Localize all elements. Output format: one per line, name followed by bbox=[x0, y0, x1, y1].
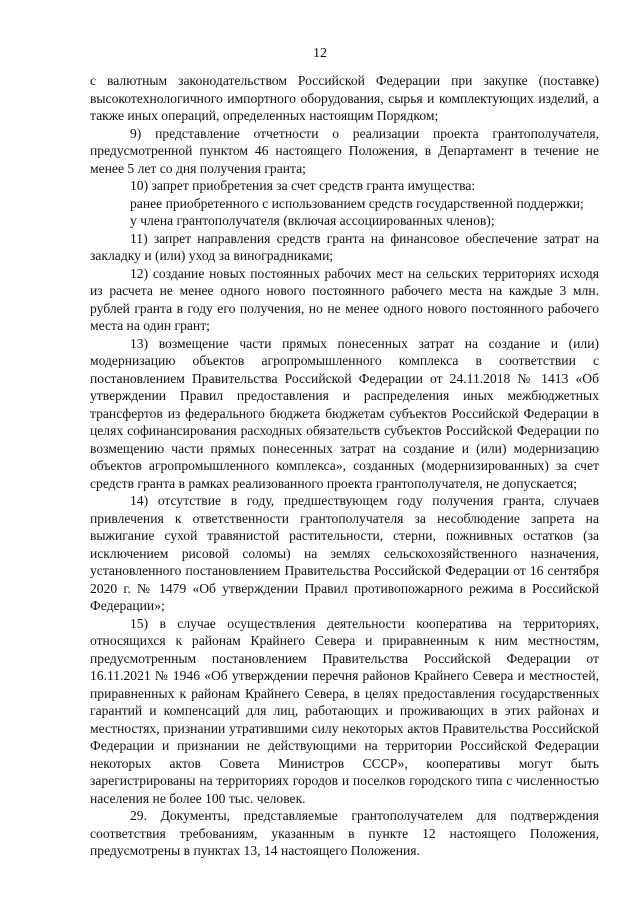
paragraph-item-10-sub-1: ранее приобретенного с использованием средств государственной поддержки; bbox=[130, 195, 584, 211]
paragraph-item-10: 10) запрет приобретения за счет средств гранта имущества: bbox=[130, 178, 476, 193]
paragraph-item-9: 9) представление отчетности о реализации проекта грантополучателя, предусмотренной пунктом 46 настоящего Положения, в Департамент в течение не менее 5 лет со дня получения гранта; bbox=[90, 125, 599, 176]
paragraph-section-29: 29. Документы, представляемые грантополучателем для подтверждения соответствия требованиям, указанным в пункте 12 настоящего Положения, предусмотрены в пунктах 13, 14 настоящего Положения. bbox=[90, 808, 599, 858]
paragraph-item-10-sub-2: у члена грантополучателя (включая ассоциированных членов); bbox=[130, 213, 495, 228]
paragraph-item-12: 12) создание новых постоянных рабочих мест на сельских территориях исходя из расчета не менее одного нового постоянного рабочего места на каждые 3 млн. рублей гранта в году его получения, но не менее одного нового постоянного рабочего места на один грант; bbox=[90, 265, 599, 333]
page-number: 12 bbox=[313, 46, 327, 61]
paragraph-item-14: 14) отсутствие в году, предшествующем году получения гранта, случаев привлечения к ответственности грантополучателя за несоблюдение запрета на выжигание сухой травянистой растительности, стерни, пожнивных остатков (за исключением рисовой соломы) на землях сельскохозяйственного назначения, установленного постановлением Правительства Российской Федерации от 16 сентября 2020 г. № 1479 «Об утверждении Правил противопожарного режима в Российской Федерации»; bbox=[90, 493, 599, 613]
paragraph-continuation-currency: с валютным законодательством Российской Федерации при закупке (поставке) высокотехнологичного импортного оборудования, сырья и комплектующих изделий, а также иных операций, определенных настоящим Порядком; bbox=[90, 73, 599, 123]
paragraph-item-15: 15) в случае осуществления деятельности кооператива на территориях, относящихся к районам Крайнего Севера и приравненным к ним местностям, предусмотренным постановлением Правительства Российской Федерации от 16.11.2021 № 1946 «Об утверждении перечня районов Крайнего Севера и местностей, приравненных к районам Крайнего Севера, в целях предоставления государственных гарантий и компенсаций для лиц, работающих и проживающих в этих районах и местностях, признании утратившими силу некоторых актов Правительства Российской Федерации и признании не действующими на территории Российской Федерации некоторых актов Совета Министров СССР», кооперативы могут быть зарегистрированы на территориях городов и поселков городского типа с численностью населения не более 100 тыс. человек. bbox=[90, 615, 599, 806]
paragraph-item-11: 11) запрет направления средств гранта на финансовое обеспечение затрат на закладку и (или) уход за виноградниками; bbox=[90, 230, 599, 263]
document-body bbox=[90, 72, 599, 860]
paragraph-item-13: 13) возмещение части прямых понесенных затрат на создание и (или) модернизацию объектов агропромышленного комплекса в соответствии с постановлением Правительства Российской Федерации от 24.11.2018 № 1413 «Об утверждении Правил предоставления и распределения иных межбюджетных трансфертов из федерального бюджета бюджетам субъектов Российской Федерации в целях софинансирования расходных обязательств субъектов Российской Федерации по возмещению части прямых понесенных затрат на создание и (или) модернизацию объектов агропромышленного комплекса», созданных (модернизированных) за счет средств гранта в рамках реализованного проекта грантополучателя, не допускается; bbox=[90, 335, 599, 491]
